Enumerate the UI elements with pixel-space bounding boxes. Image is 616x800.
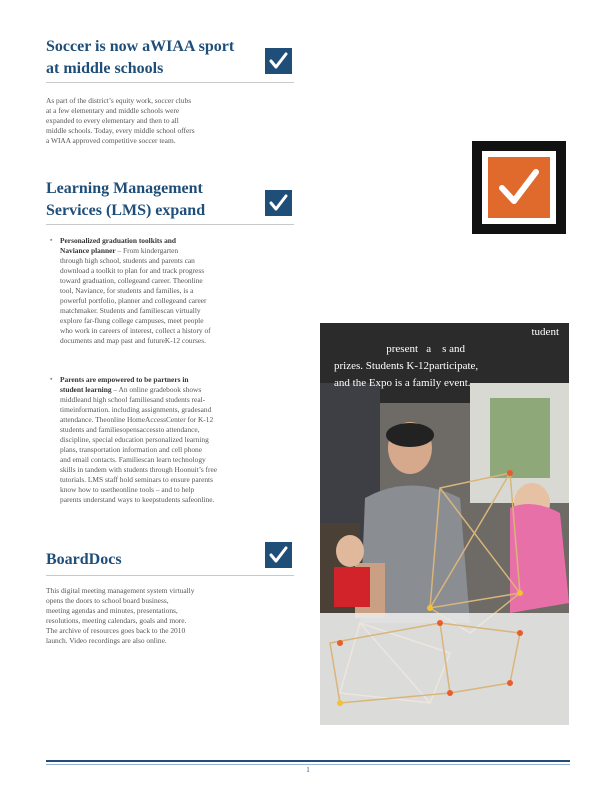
bullet-icon: ▪ <box>50 236 53 244</box>
footer-rule-thin <box>46 764 570 765</box>
page-number: 1 <box>306 766 310 774</box>
checkmark-icon <box>265 48 292 74</box>
section3-divider <box>46 575 294 576</box>
section3-title: BoardDocs <box>46 551 122 568</box>
section1-title: Soccer is now aWIAA sport at middle schools <box>46 38 235 77</box>
bullet-item-graduation-toolkits: Personalized graduation toolkits and Naviance planner – From kindergarten through high school, students and parents can download a toolkit to plan for and track progress toward graduation, collegeand career. Theonline tool, Naviance, for students and families, is a powerful portfolio, planner and collegeand career matchmaker. Students and familiescan virtually explore far-flung college campuses, meet people who work in careers of interest, collect a history of documents and map past and futureK-12 courses. <box>60 236 211 345</box>
footer-rule <box>46 760 570 762</box>
checkmark-icon <box>265 190 292 216</box>
bullet-item-parents-empowered: Parents are empowered to be partners in student learning – An online gradebook shows middleand high school familiesand students real- timeinformation. including assignments, gradesand attendance. Theonline HomeAccessCenter for K-12 students and familiesopensaccessto attendance, discipline, special education personalized learning plans, transportation information and cell phone and email contacts. Familiescan learn technology skills in tandem with students through Hoonuit’s free tutorials. LMS staff hold seminars to ensure parents know how to usetheonline tools – and to help parents understand ways to keepstudents safeonline. <box>60 375 218 504</box>
section1-body: As part of the district’s equity work, soccer clubs at a few elementary and middle schools were expanded to every elementary and then to all middle schools. Today, every middle school offers a WIAA approved competitive soccer team. <box>46 96 195 145</box>
photo-caption: tudent present a s and prizes. Students K-12participate, and the Expo is a family event. <box>334 326 559 389</box>
section3-body: This digital meeting management system virtually opens the doors to school board business, meeting agendas and minutes, presentations, resolutions, meeting calendars, goals and more. The archive of resources goes back to the 2010 launch. Video recordings are also online. <box>46 586 195 645</box>
section1-divider <box>46 82 294 83</box>
section2-title: Learning Management Services (LMS) expand <box>46 180 206 219</box>
bullet-icon: ▪ <box>50 375 53 383</box>
section2-divider <box>46 224 294 225</box>
large-checkmark-icon <box>472 141 566 234</box>
checkmark-icon <box>265 542 292 568</box>
